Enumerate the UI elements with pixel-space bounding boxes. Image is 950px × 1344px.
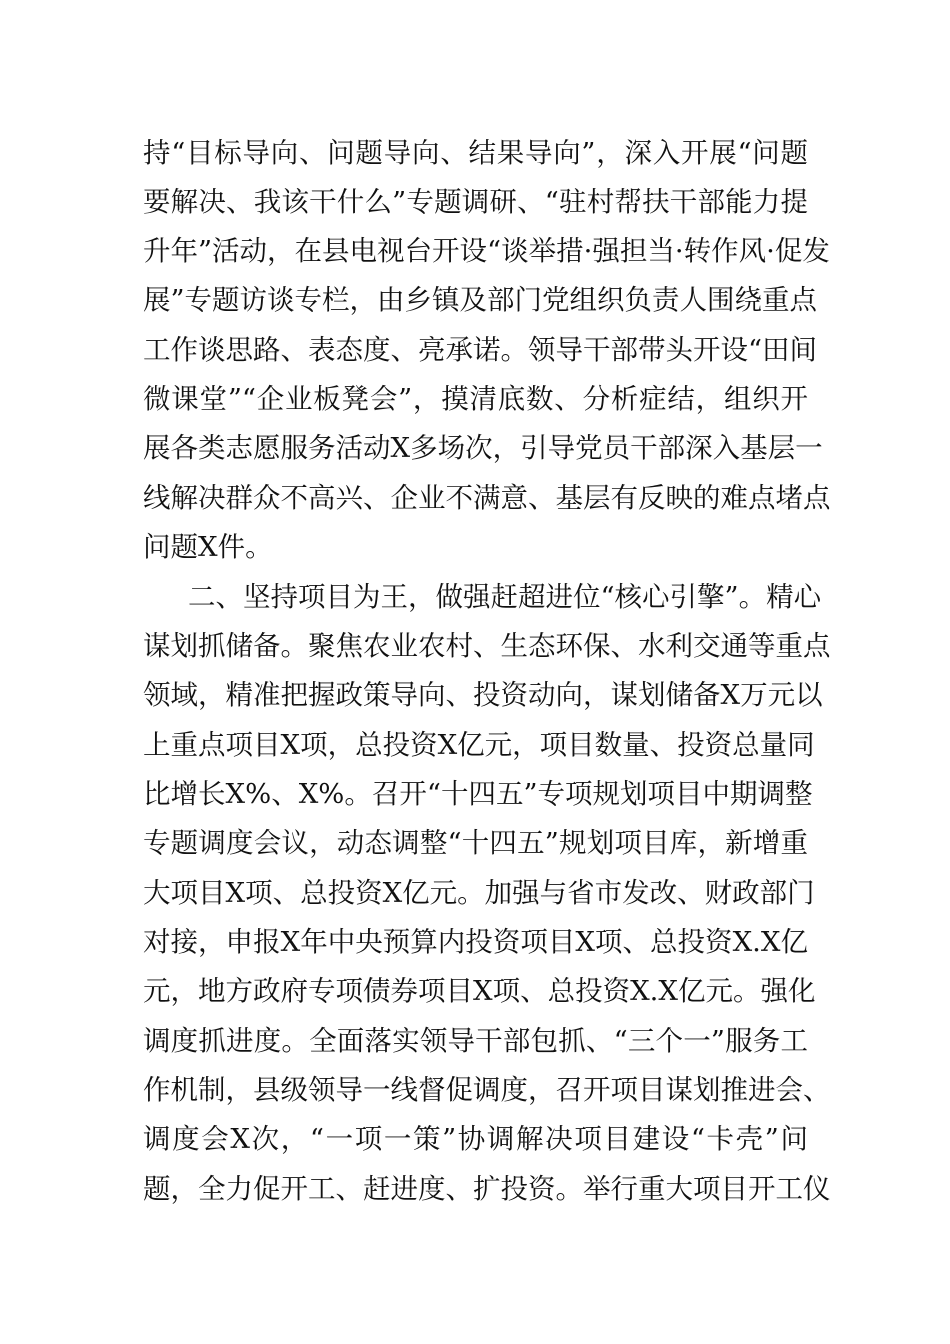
text-line: 对接，申报X年中央预算内投资项目X项、总投资X.X亿 — [143, 926, 808, 958]
text-line: 要解决、我该干什么”专题调研、“驻村帮扶干部能力提 — [143, 186, 808, 218]
text-line: 工作谈思路、表态度、亮承诺。领导干部带头开设“田间 — [143, 334, 818, 366]
text-line: 调度抓进度。全面落实领导干部包抓、“三个一”服务工 — [143, 1025, 808, 1057]
text-line: 展各类志愿服务活动X多场次，引导党员干部深入基层一 — [143, 432, 823, 464]
text-line: 专题调度会议，动态调整“十四五”规划项目库，新增重 — [143, 827, 808, 859]
text-line: 展”专题访谈专栏，由乡镇及部门党组织负责人围绕重点 — [143, 284, 818, 316]
section-heading-line: 二、坚持项目为王，做强赶超进位“核心引擎”。精心 — [188, 581, 822, 613]
text-line: 上重点项目X项，总投资X亿元，项目数量、投资总量同 — [143, 729, 815, 761]
text-line: 大项目X项、总投资X亿元。加强与省市发改、财政部门 — [143, 877, 815, 909]
text-line: 持“目标导向、问题导向、结果导向”，深入开展“问题 — [143, 137, 808, 169]
text-line: 微课堂”“企业板凳会”，摸清底数、分析症结，组织开 — [143, 383, 808, 415]
text-line: 比增长X%、X%。召开“十四五”专项规划项目中期调整 — [143, 778, 813, 810]
text-line: 题，全力促开工、赶进度、扩投资。举行重大项目开工仪 — [143, 1173, 831, 1205]
text-line: 谋划抓储备。聚焦农业农村、生态环保、水利交通等重点 — [143, 630, 831, 662]
text-line: 升年”活动，在县电视台开设“谈举措·强担当·转作风·促发 — [143, 235, 830, 267]
text-line: 元，地方政府专项债券项目X项、总投资X.X亿元。强化 — [143, 975, 816, 1007]
text-line: 调度会X次，“一项一策”协调解决项目建设“卡壳”问 — [143, 1123, 808, 1155]
text-line: 作机制，县级领导一线督促调度，召开项目谋划推进会、 — [143, 1074, 831, 1106]
text-line: 领域，精准把握政策导向、投资动向，谋划储备X万元以 — [143, 679, 823, 711]
text-line: 问题X件。 — [143, 531, 273, 563]
text-line: 线解决群众不高兴、企业不满意、基层有反映的难点堵点 — [143, 482, 831, 514]
